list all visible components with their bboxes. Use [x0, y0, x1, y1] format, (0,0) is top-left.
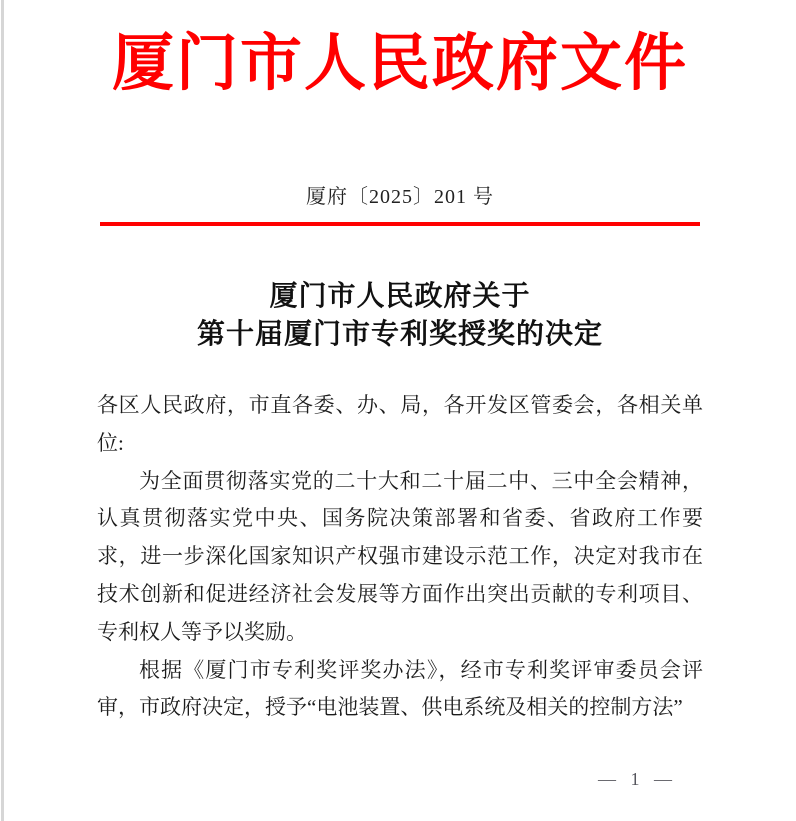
document-title	[97, 278, 703, 354]
document-number: 厦府〔2025〕201 号	[306, 186, 494, 208]
red-divider-line	[100, 222, 700, 226]
page-number: — 1 —	[598, 769, 672, 789]
document-title-line2: 第十届厦门市专利奖授奖的决定	[196, 319, 603, 350]
letterhead-title: 厦门市人民政府文件	[111, 30, 688, 98]
paragraph-body-2: 根据《厦门市专利奖评奖办法》，经市专利奖评审委员会评审，市政府决定，授予“电池装置、供电系统及相关的控制方法”	[97, 657, 703, 720]
page-left-edge	[1, 0, 4, 821]
document-body	[97, 387, 703, 727]
paragraph-salutation: 各区人民政府，市直各委、办、局，各开发区管委会，各相关单位:	[97, 393, 703, 455]
document-title-line1: 厦门市人民政府关于	[269, 281, 531, 312]
paragraph-body-1: 为全面贯彻落实党的二十大和二十届二中、三中全会精神，认真贯彻落实党中央、国务院决策部署和省委、省政府工作要求，进一步深化国家知识产权强市建设示范工作，决定对我市在技术创新和促进经济社会发展等方面作出突出贡献的专利项目、专利权人等予以奖励。	[97, 468, 703, 644]
